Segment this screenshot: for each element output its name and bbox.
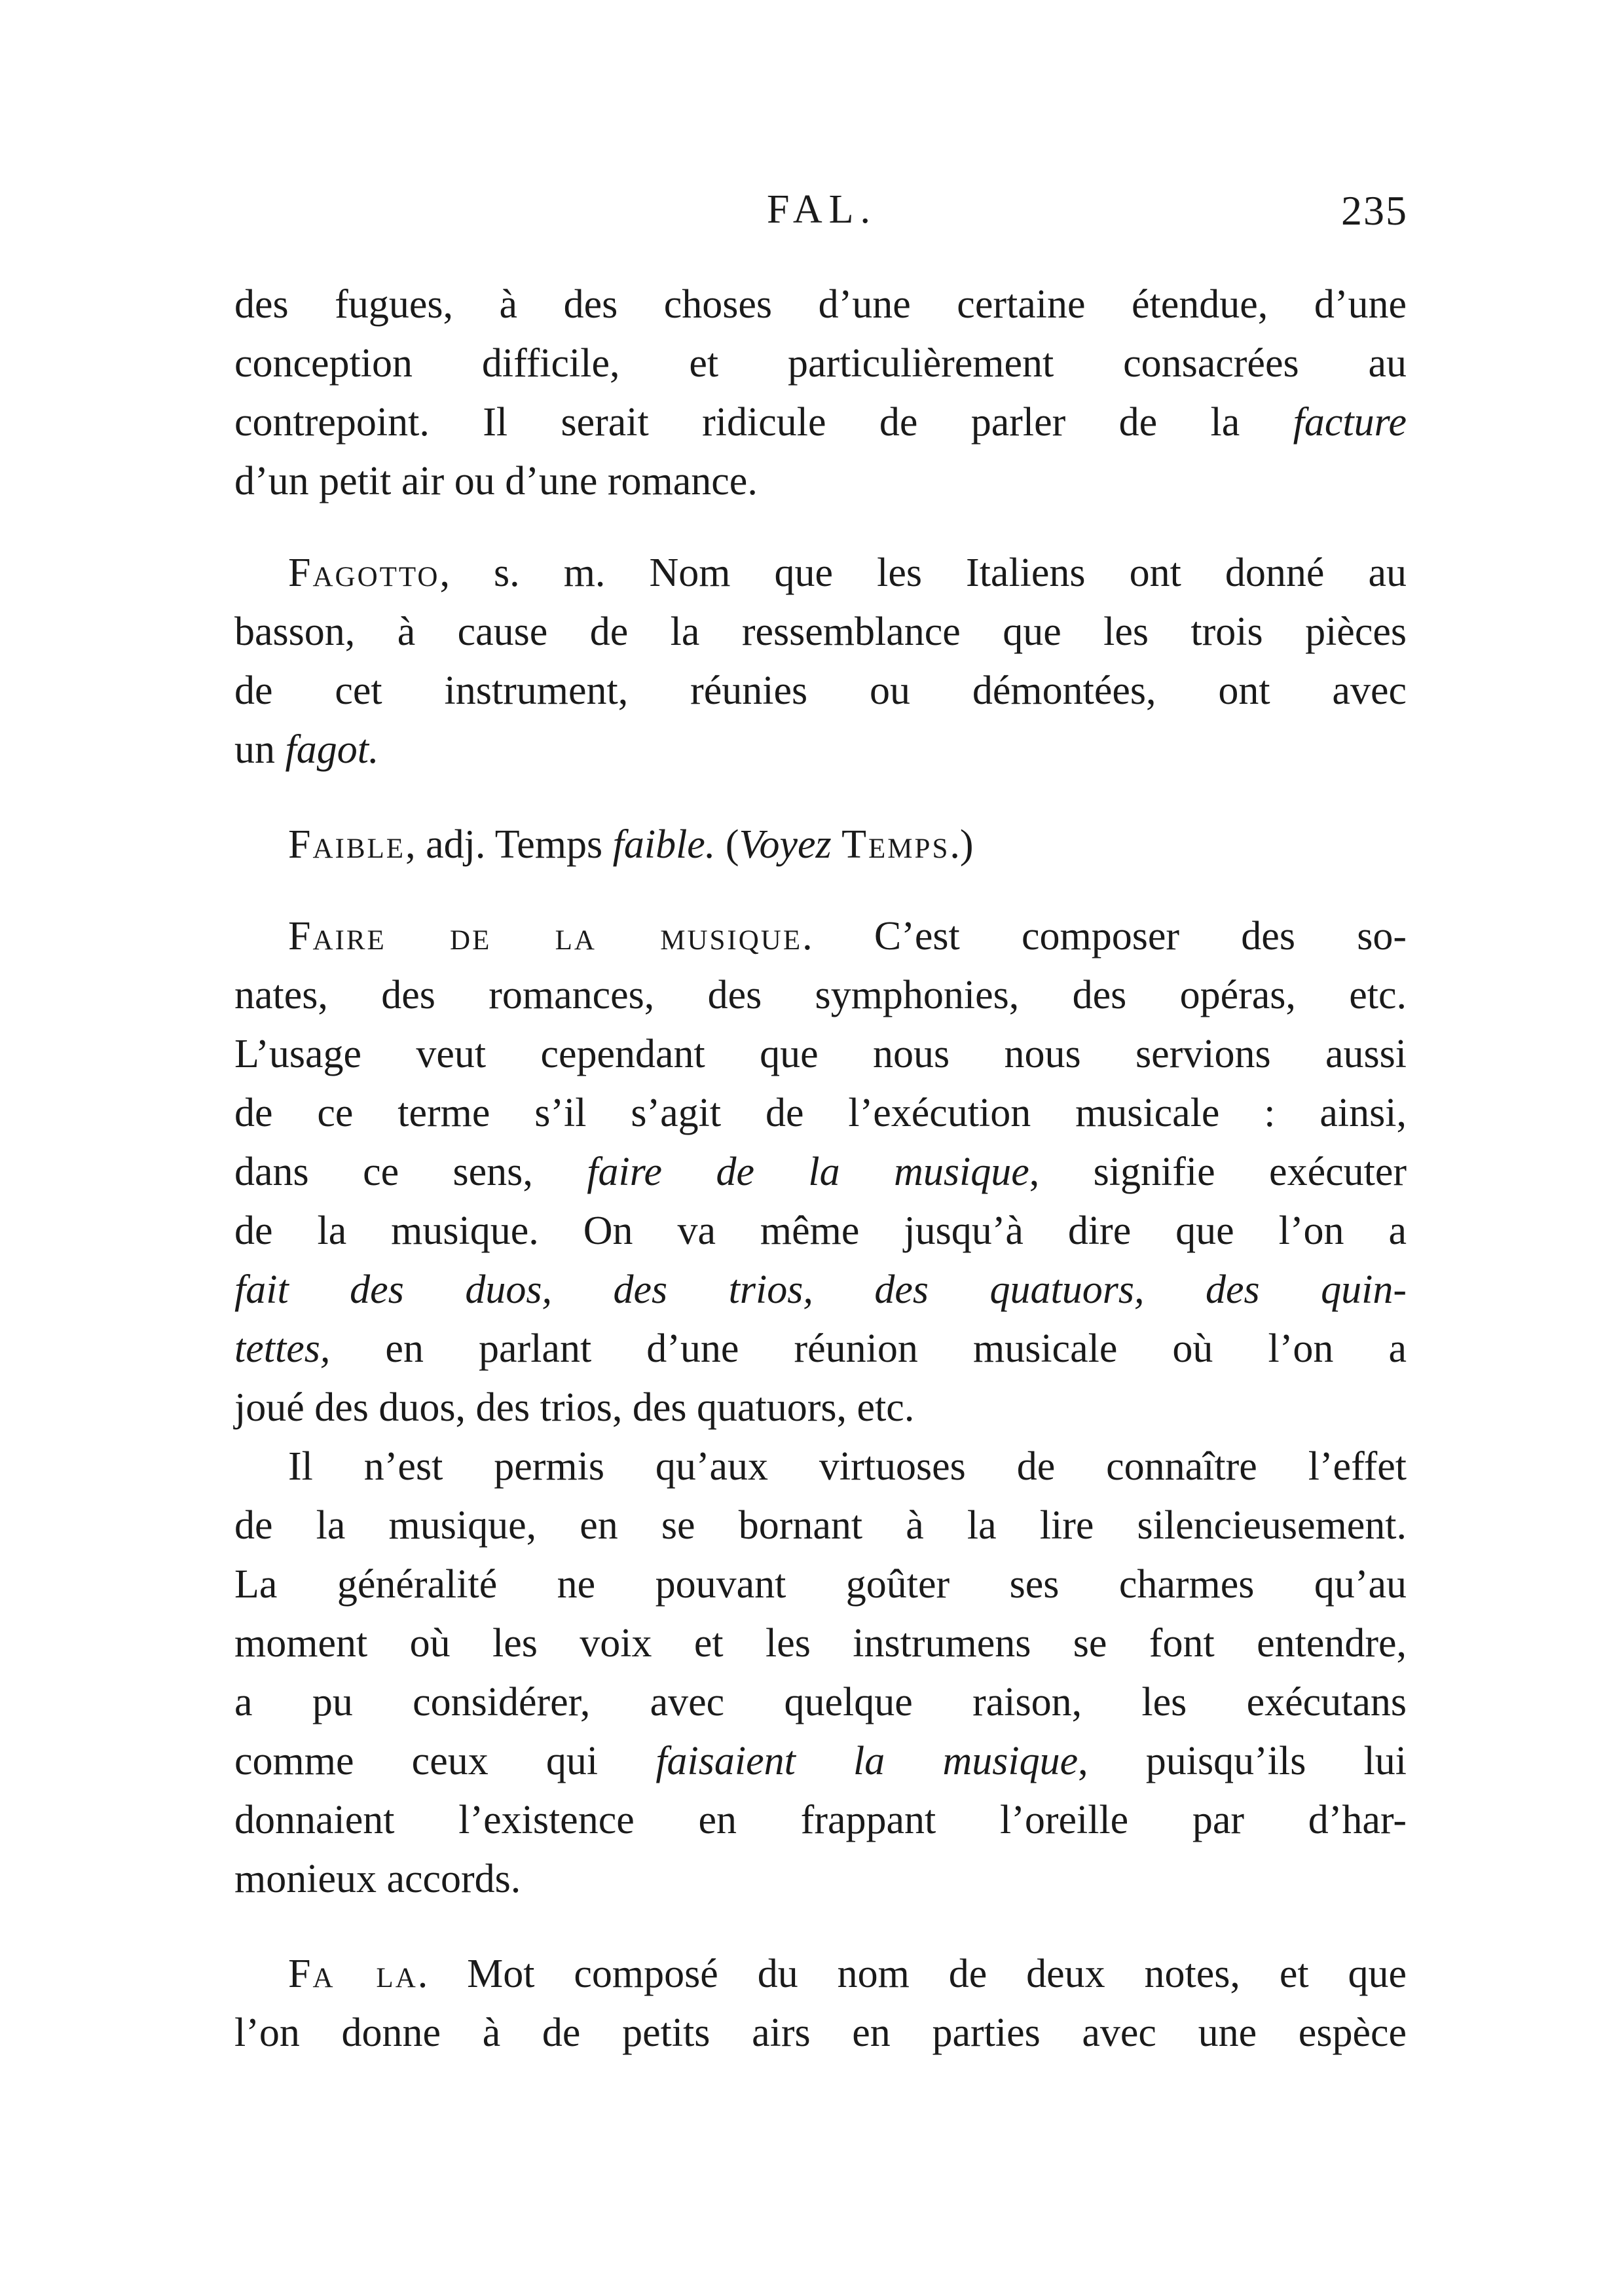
text-line xyxy=(234,1142,1407,1201)
text-segment: joué des duos, des trios, des quatuors, etc. xyxy=(234,1385,915,1430)
text-segment: basson, à cause de la ressemblance que les trois pièces xyxy=(234,610,1407,654)
text-line xyxy=(234,452,1407,511)
text-segment: . C’est composer des so- xyxy=(802,914,1407,958)
text-line xyxy=(234,1025,1407,1084)
text-segment xyxy=(832,822,842,867)
text-segment: en parlant d’une réunion musicale où l’on a xyxy=(330,1326,1407,1371)
text-line xyxy=(234,334,1407,393)
italic-text: faire de la musique xyxy=(587,1150,1029,1194)
text-segment: La généralité ne pouvant goûter ses charmes qu’au xyxy=(234,1562,1407,1607)
text-line xyxy=(234,1850,1407,1908)
text-segment: d’un petit air ou d’une romance. xyxy=(234,459,758,503)
text-segment: donnaient l’existence en frappant l’oreille par d’har- xyxy=(234,1798,1407,1842)
text-segment: conception difficile, et particulièrement consacrées au xyxy=(234,341,1407,386)
text-segment: , s. m. Nom que les Italiens ont donné au xyxy=(439,551,1407,595)
text-segment: Il n’est permis qu’aux virtuoses de connaître l’effet xyxy=(288,1444,1407,1489)
text-segment: de ce terme s’il s’agit de l’exécution musicale : ainsi, xyxy=(234,1091,1407,1135)
text-line xyxy=(234,1732,1407,1791)
page-number: 235 xyxy=(1341,187,1408,234)
text-line xyxy=(234,393,1407,452)
text-segment: .) xyxy=(950,822,974,867)
text-segment: , signifie exécuter xyxy=(1029,1150,1407,1194)
text-line xyxy=(234,543,1407,602)
text-segment: monieux accords. xyxy=(234,1857,521,1901)
italic-text: facture xyxy=(1293,400,1407,445)
text-segment: . Mot composé du nom de deux notes, et que xyxy=(417,1952,1407,1996)
text-line xyxy=(234,1378,1407,1437)
text-segment: de la musique. On va même jusqu’à dire que l’on a xyxy=(234,1209,1407,1253)
text-segment: l’on donne à de petits airs en parties avec une espèce xyxy=(234,2011,1407,2055)
text-segment: un xyxy=(234,727,286,772)
text-line xyxy=(234,1555,1407,1614)
headword: Fagotto xyxy=(288,551,440,595)
text-line xyxy=(234,815,1407,874)
text-line xyxy=(234,1614,1407,1673)
running-title: FAL. xyxy=(766,187,877,232)
text-segment: moment où les voix et les instrumens se font entendre, xyxy=(234,1621,1407,1666)
italic-text: fait des duos, des trios, des quatuors, des quin- xyxy=(234,1267,1407,1312)
italic-text: faible. xyxy=(612,822,716,867)
text-segment: a pu considérer, avec quelque raison, les exécutans xyxy=(234,1680,1407,1724)
text-segment: dans ce sens, xyxy=(234,1150,587,1194)
text-line xyxy=(234,1437,1407,1496)
text-segment: nates, des romances, des symphonies, des opéras, etc. xyxy=(234,973,1407,1017)
text-segment: des fugues, à des choses d’une certaine étendue, d’une xyxy=(234,282,1407,327)
text-line xyxy=(234,661,1407,720)
italic-text: Voyez xyxy=(739,822,832,867)
text-segment: comme ceux qui xyxy=(234,1739,656,1783)
text-line xyxy=(234,602,1407,661)
text-segment: , puisqu’ils lui xyxy=(1078,1739,1407,1783)
text-segment: L’usage veut cependant que nous nous servions aussi xyxy=(234,1032,1407,1076)
text-line xyxy=(234,1496,1407,1555)
headword: Temps xyxy=(841,822,950,867)
running-head xyxy=(236,187,1408,246)
text-line xyxy=(234,720,1407,779)
italic-text: fagot. xyxy=(285,727,379,772)
text-line xyxy=(234,1201,1407,1260)
text-line xyxy=(234,1791,1407,1850)
text-segment: contrepoint. Il serait ridicule de parler de la xyxy=(234,400,1293,445)
text-line xyxy=(234,1944,1407,2003)
text-segment: , adj. Temps xyxy=(405,822,613,867)
headword: Faible xyxy=(288,822,406,867)
headword: Fa la xyxy=(288,1952,418,1996)
text-line xyxy=(234,907,1407,966)
text-segment: de la musique, en se bornant à la lire silencieusement. xyxy=(234,1503,1407,1548)
headword: Faire de la musique xyxy=(288,914,803,958)
text-line xyxy=(234,1084,1407,1142)
text-line xyxy=(234,1260,1407,1319)
text-line xyxy=(234,966,1407,1025)
text-line xyxy=(234,1319,1407,1378)
text-line xyxy=(234,275,1407,334)
text-line xyxy=(234,1673,1407,1732)
text-line xyxy=(234,2003,1407,2062)
italic-text: faisaient la musique xyxy=(655,1739,1079,1783)
text-segment: ( xyxy=(715,822,739,867)
text-segment: de cet instrument, réunies ou démontées, ont avec xyxy=(234,668,1407,713)
italic-text: tettes, xyxy=(234,1326,331,1371)
